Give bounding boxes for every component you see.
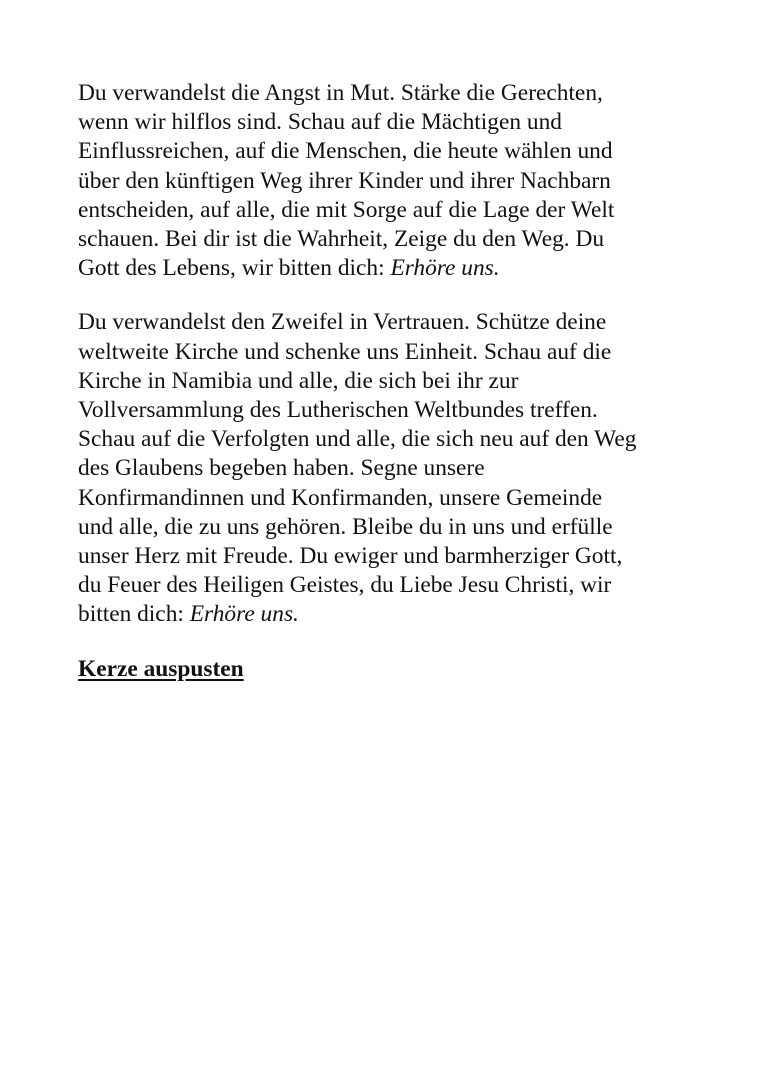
prayer-paragraph-1 [78, 79, 718, 283]
text-line: Kirche in Namibia und alle, die sich bei ihr zur [78, 367, 519, 394]
text-line: schauen. Bei dir ist die Wahrheit, Zeige du den Weg. Du [78, 226, 605, 253]
text-line: Du verwandelst den Zweifel in Vertrauen. Schütze deine [78, 309, 607, 336]
response-text: Erhöre uns. [390, 255, 500, 282]
text-line: Konfirmandinnen und Konfirmanden, unsere Gemeinde [78, 484, 603, 511]
document-page [78, 79, 718, 684]
text-line: unser Herz mit Freude. Du ewiger und barmherziger Gott, [78, 543, 623, 570]
text-line-last [78, 600, 718, 629]
section-heading: Kerze auspusten [78, 655, 244, 682]
text-line: wenn wir hilflos sind. Schau auf die Mächtigen und [78, 109, 562, 136]
text-line-last-text: Gott des Lebens, wir bitten dich: [78, 255, 391, 282]
prayer-paragraph-2 [78, 308, 718, 629]
text-line-last [78, 254, 718, 283]
text-line: Du verwandelst die Angst in Mut. Stärke die Gerechten, [78, 80, 603, 106]
text-line: Einflussreichen, auf die Menschen, die heute wählen und [78, 138, 613, 165]
text-line: über den künftigen Weg ihrer Kinder und ihrer Nachbarn [78, 167, 611, 194]
text-line: des Glaubens begeben haben. Segne unsere [78, 455, 485, 482]
text-line: und alle, die zu uns gehören. Bleibe du in uns und erfülle [78, 513, 613, 540]
text-line: du Feuer des Heiligen Geistes, du Liebe Jesu Christi, wir [78, 572, 612, 599]
text-line: weltweite Kirche und schenke uns Einheit. Schau auf die [78, 338, 612, 365]
text-line: Schau auf die Verfolgten und alle, die sich neu auf den Weg [78, 426, 637, 453]
text-line: Vollversammlung des Lutherischen Weltbundes treffen. [78, 397, 598, 424]
text-line: entscheiden, auf alle, die mit Sorge auf die Lage der Welt [78, 196, 615, 223]
text-line-last-text: bitten dich: [78, 601, 190, 628]
response-text: Erhöre uns. [189, 601, 299, 628]
